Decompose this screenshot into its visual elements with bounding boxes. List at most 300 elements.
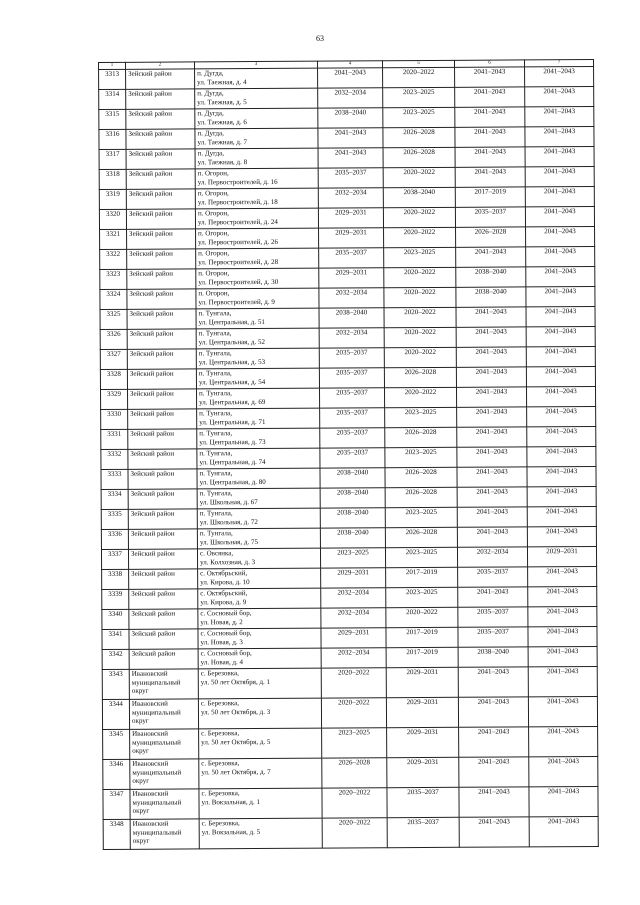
district-cell xyxy=(129,669,198,699)
district-name-line: Зейский район xyxy=(128,209,173,218)
period-cell xyxy=(320,528,385,548)
period-value: 2032–2034 xyxy=(335,328,368,337)
period-value: 2041–2043 xyxy=(546,527,578,536)
period-value: 2041–2043 xyxy=(477,727,510,736)
address-cell xyxy=(196,308,319,329)
district-name-line: Зейский район xyxy=(130,449,175,458)
period-value: 2041–2043 xyxy=(544,307,577,316)
address-street: ул. Центральная, д. 52 xyxy=(198,337,265,346)
period-value: 2041–2043 xyxy=(473,87,506,96)
period-value: 2041–2043 xyxy=(474,247,507,256)
district-name-line: Зейский район xyxy=(131,589,175,598)
period-cell xyxy=(319,388,384,408)
row-number: 3327 xyxy=(100,349,127,369)
address-cell xyxy=(195,168,318,189)
period-cell xyxy=(527,466,596,486)
period-cell xyxy=(529,816,598,846)
period-cell xyxy=(528,566,597,586)
district-cell xyxy=(126,129,195,149)
period-cell xyxy=(318,68,383,88)
period-value: 2038–2040 xyxy=(334,108,367,117)
district-name-line: Зейский район xyxy=(130,469,175,478)
district-cell xyxy=(128,549,197,569)
page-number: 63 xyxy=(316,34,324,43)
period-cell xyxy=(526,286,595,306)
period-cell xyxy=(320,468,385,488)
district-name-line: Зейский район xyxy=(128,109,173,118)
row-number: 3322 xyxy=(100,249,127,269)
period-cell xyxy=(456,247,526,267)
period-cell xyxy=(527,506,596,526)
period-cell xyxy=(459,727,529,757)
address-street: ул. Таежная, д. 8 xyxy=(197,157,248,166)
period-cell xyxy=(320,548,385,568)
table-row xyxy=(103,756,598,789)
period-cell xyxy=(455,87,525,107)
period-cell xyxy=(459,787,529,817)
address-cell xyxy=(196,288,319,309)
period-cell xyxy=(321,698,386,728)
row-number: 3329 xyxy=(101,389,128,409)
period-value: 2029–2031 xyxy=(406,697,439,707)
period-cell xyxy=(384,387,456,407)
period-value: 2032–2034 xyxy=(337,588,370,597)
period-value: 2032–2034 xyxy=(334,88,366,97)
table-row xyxy=(103,726,598,759)
period-cell xyxy=(457,527,527,547)
row-number: 3346 xyxy=(103,759,130,789)
period-value: 2041–2043 xyxy=(546,587,579,596)
district-name-line: Зейский район xyxy=(130,429,175,438)
address-cell xyxy=(195,68,318,89)
period-cell xyxy=(321,648,386,668)
period-cell xyxy=(385,507,457,527)
district-name-line: муниципальный xyxy=(132,828,182,837)
period-cell xyxy=(386,667,458,697)
district-cell xyxy=(126,169,195,189)
address-cell xyxy=(199,758,322,789)
period-value: 2020–2022 xyxy=(403,227,436,237)
district-cell xyxy=(127,269,196,289)
period-cell xyxy=(322,758,387,788)
address-locality: п. Тунгала, xyxy=(198,369,232,378)
period-cell xyxy=(319,268,384,288)
address-locality: с. Березовка, xyxy=(201,789,240,798)
period-value: 2041–2043 xyxy=(544,207,576,216)
row-number: 3345 xyxy=(103,729,130,759)
district-name-line: муниципальный xyxy=(132,738,181,747)
district-name-line: муниципальный xyxy=(132,768,182,777)
row-number: 3341 xyxy=(102,629,129,649)
district-name-line: муниципальный xyxy=(131,708,181,717)
period-value: 2020–2022 xyxy=(404,287,436,297)
period-cell xyxy=(527,526,596,546)
row-number: 3321 xyxy=(100,229,127,249)
address-locality: п. Огорон, xyxy=(198,269,230,278)
row-number: 3332 xyxy=(101,449,128,469)
period-cell xyxy=(384,307,456,327)
period-cell xyxy=(455,107,525,127)
period-cell xyxy=(319,328,384,348)
address-locality: п. Огорон, xyxy=(198,289,230,298)
address-cell xyxy=(195,128,318,149)
period-cell xyxy=(456,287,526,307)
period-cell xyxy=(322,818,387,848)
address-cell xyxy=(197,508,320,529)
column-number: 1 xyxy=(99,62,126,69)
period-cell xyxy=(528,606,597,626)
period-cell xyxy=(527,486,596,506)
period-value: 2023–2025 xyxy=(337,548,369,557)
district-name-line: Зейский район xyxy=(129,329,174,338)
district-cell xyxy=(128,389,197,409)
district-name-line: Зейский район xyxy=(131,609,176,618)
address-cell xyxy=(197,488,320,509)
district-cell xyxy=(128,409,197,429)
district-cell xyxy=(126,149,195,169)
period-cell xyxy=(387,727,459,757)
district-cell xyxy=(129,629,198,649)
district-cell xyxy=(129,609,198,629)
period-cell xyxy=(383,107,455,127)
period-cell xyxy=(385,547,457,567)
address-cell xyxy=(196,248,319,269)
period-value: 2035–2037 xyxy=(335,248,367,257)
period-value: 2041–2043 xyxy=(546,667,579,676)
period-value: 2035–2037 xyxy=(407,787,439,797)
period-value: 2041–2043 xyxy=(475,367,508,376)
period-value: 2032–2034 xyxy=(476,547,509,556)
address-cell xyxy=(196,328,319,349)
address-locality: с. Сосновый бор, xyxy=(200,629,252,638)
address-locality: с. Березовка, xyxy=(201,819,240,828)
address-cell xyxy=(198,698,321,729)
period-value: 2020–2022 xyxy=(406,607,438,617)
period-cell xyxy=(386,567,458,587)
period-value: 2026–2028 xyxy=(405,487,437,497)
address-street: ул. Колхозная, д. 3 xyxy=(200,557,256,566)
period-value: 2023–2025 xyxy=(404,407,437,417)
period-cell xyxy=(322,788,387,818)
period-cell xyxy=(528,666,597,696)
period-value: 2041–2043 xyxy=(478,817,510,826)
period-value: 2038–2040 xyxy=(336,508,369,517)
address-street: ул. Школьная, д. 75 xyxy=(199,537,258,546)
period-value: 2041–2043 xyxy=(545,347,577,356)
address-locality: с. Березовка, xyxy=(201,729,240,738)
period-cell xyxy=(384,287,456,307)
period-value: 2035–2037 xyxy=(476,567,509,576)
address-locality: с. Березовка, xyxy=(201,759,240,768)
period-value: 2032–2034 xyxy=(335,188,367,197)
period-value: 2035–2037 xyxy=(336,368,368,377)
period-cell xyxy=(318,108,383,128)
district-cell xyxy=(127,329,196,349)
period-value: 2035–2037 xyxy=(336,428,369,437)
period-value: 2041–2043 xyxy=(545,387,577,396)
period-value: 2020–2022 xyxy=(402,67,435,77)
table-row xyxy=(103,786,598,819)
period-cell xyxy=(318,128,383,148)
period-value: 2041–2043 xyxy=(544,187,576,196)
row-number: 3325 xyxy=(100,309,127,329)
period-value: 2041–2043 xyxy=(474,127,506,136)
address-locality: п. Тунгала, xyxy=(199,429,233,438)
address-cell xyxy=(197,468,320,489)
period-cell xyxy=(383,187,455,207)
address-cell xyxy=(198,668,321,699)
district-cell xyxy=(130,819,199,849)
period-cell xyxy=(525,166,594,186)
row-number: 3342 xyxy=(102,649,129,669)
district-name-line: округ xyxy=(132,716,149,725)
district-cell xyxy=(126,189,195,209)
period-cell xyxy=(384,327,456,347)
period-value: 2041–2043 xyxy=(334,68,366,77)
period-cell xyxy=(456,387,526,407)
address-cell xyxy=(196,388,319,409)
address-locality: п. Дугда, xyxy=(197,69,224,78)
period-cell xyxy=(321,588,386,608)
address-locality: п. Дугда, xyxy=(197,149,225,158)
period-cell xyxy=(455,67,525,87)
district-name-line: Зейский район xyxy=(129,309,174,318)
period-cell xyxy=(458,567,528,587)
address-cell xyxy=(198,628,321,649)
period-value: 2038–2040 xyxy=(475,267,507,276)
period-value: 2029–2031 xyxy=(407,757,439,767)
period-value: 2041–2043 xyxy=(547,787,580,796)
period-cell xyxy=(455,207,525,227)
district-cell xyxy=(128,509,197,529)
address-locality: п. Огорон, xyxy=(197,189,229,198)
period-value: 2026–2028 xyxy=(404,367,437,377)
district-name-line: Зейский район xyxy=(129,229,173,238)
period-cell xyxy=(526,246,595,266)
address-cell xyxy=(197,448,320,469)
address-street: ул. Школьная, д. 72 xyxy=(199,517,258,526)
period-cell xyxy=(527,546,596,566)
district-name-line: Зейский район xyxy=(128,129,173,138)
period-value: 2041–2043 xyxy=(475,387,508,396)
period-cell xyxy=(385,407,457,427)
period-cell xyxy=(528,626,597,646)
row-number: 3315 xyxy=(99,109,126,129)
district-name-line: Зейский район xyxy=(128,169,173,178)
district-cell xyxy=(129,569,198,589)
district-name-line: округ xyxy=(132,776,150,785)
address-street: ул. Первостроителей, д. 28 xyxy=(198,257,279,266)
district-name-line: Зейский район xyxy=(128,149,173,158)
period-value: 2038–2040 xyxy=(335,308,368,317)
period-value: 2041–2043 xyxy=(543,127,576,136)
row-number: 3320 xyxy=(99,209,126,229)
district-cell xyxy=(127,309,196,329)
period-value: 2032–2034 xyxy=(335,288,368,297)
period-value: 2041–2043 xyxy=(476,487,508,496)
row-number: 3344 xyxy=(102,699,129,729)
row-number: 3316 xyxy=(99,129,126,149)
period-cell xyxy=(529,786,598,816)
period-value: 2041–2043 xyxy=(546,627,579,636)
period-cell xyxy=(455,147,525,167)
address-street: ул. Первостроителей, д. 18 xyxy=(197,197,278,206)
period-cell xyxy=(386,607,458,627)
district-cell xyxy=(128,449,197,469)
district-cell xyxy=(127,229,196,249)
period-value: 2041–2043 xyxy=(476,447,508,456)
period-value: 2023–2025 xyxy=(402,87,435,97)
period-cell xyxy=(383,167,455,187)
address-cell xyxy=(199,818,322,849)
address-street: ул. 50 лет Октября, д. 1 xyxy=(200,677,271,686)
period-value: 2041–2043 xyxy=(544,267,577,276)
district-cell xyxy=(128,489,197,509)
row-number: 3339 xyxy=(102,589,129,609)
period-cell xyxy=(527,426,596,446)
district-name-line: Зейский район xyxy=(129,349,174,358)
period-value: 2020–2022 xyxy=(404,387,437,397)
period-cell xyxy=(528,586,597,606)
period-cell xyxy=(322,728,387,758)
address-locality: п. Тунгала, xyxy=(199,509,233,518)
district-cell xyxy=(127,369,196,389)
district-name-line: Зейский район xyxy=(130,389,174,398)
address-street: ул. 50 лет Октября, д. 3 xyxy=(200,707,271,716)
address-locality: с. Сосновый бор, xyxy=(200,649,252,658)
period-cell xyxy=(458,667,528,697)
period-value: 2035–2037 xyxy=(336,448,369,457)
address-street: ул. Центральная, д. 51 xyxy=(198,317,265,326)
period-cell xyxy=(455,167,525,187)
period-cell xyxy=(318,88,383,108)
period-cell xyxy=(525,186,594,206)
address-cell xyxy=(199,788,322,819)
period-value: 2041–2043 xyxy=(477,697,510,706)
period-value: 2023–2025 xyxy=(405,547,438,557)
period-value: 2029–2031 xyxy=(335,228,367,237)
row-number: 3314 xyxy=(99,89,126,109)
period-value: 2041–2043 xyxy=(334,128,367,137)
period-value: 2023–2025 xyxy=(403,107,435,117)
address-cell xyxy=(196,268,319,289)
address-locality: п. Дугда, xyxy=(197,89,224,98)
period-value: 2038–2040 xyxy=(337,528,369,537)
document-table-wrapper xyxy=(98,59,598,850)
address-street: ул. 50 лет Октября, д. 5 xyxy=(201,737,271,746)
row-number: 3337 xyxy=(101,549,128,569)
period-cell xyxy=(385,527,457,547)
address-street: ул. Центральная, д. 74 xyxy=(199,457,266,466)
period-cell xyxy=(383,207,455,227)
district-cell xyxy=(130,789,199,819)
row-number: 3343 xyxy=(102,669,129,699)
district-name-line: муниципальный xyxy=(131,678,181,687)
period-cell xyxy=(459,757,529,787)
address-locality: с. Березовка, xyxy=(200,699,240,708)
period-cell xyxy=(526,366,595,386)
period-value: 2029–2031 xyxy=(406,727,439,737)
period-value: 2041–2043 xyxy=(543,167,576,176)
column-number: 5 xyxy=(382,60,454,67)
period-value: 2041–2043 xyxy=(475,407,508,416)
period-cell xyxy=(458,627,528,647)
address-street: ул. Таежная, д. 4 xyxy=(197,77,247,86)
period-cell xyxy=(525,126,594,146)
address-street: ул. Центральная, д. 53 xyxy=(198,357,266,366)
address-street: ул. Вокзальная, д. 5 xyxy=(201,827,261,836)
period-cell xyxy=(526,386,595,406)
period-cell xyxy=(525,66,594,86)
address-street: ул. Первостроителей, д. 26 xyxy=(198,237,278,246)
period-value: 2035–2037 xyxy=(477,607,509,616)
period-value: 2041–2043 xyxy=(545,507,578,516)
district-name-line: Зейский район xyxy=(129,289,174,298)
address-locality: с. Березовка, xyxy=(200,669,239,678)
period-cell xyxy=(457,487,527,507)
address-cell xyxy=(198,568,321,589)
period-cell xyxy=(528,646,597,666)
district-name-line: округ xyxy=(132,746,149,755)
district-name-line: Зейский район xyxy=(128,69,172,78)
address-locality: п. Тунгала, xyxy=(199,489,233,498)
row-number: 3335 xyxy=(101,509,128,529)
address-street: ул. Новая, д. 3 xyxy=(200,637,243,646)
address-locality: с. Овсянка, xyxy=(199,549,234,558)
district-name-line: Зейский район xyxy=(129,249,173,258)
column-number: 7 xyxy=(524,59,593,66)
district-name-line: Зейский район xyxy=(130,549,175,558)
period-value: 2020–2022 xyxy=(403,167,435,177)
address-locality: п. Тунгала, xyxy=(199,529,233,538)
district-name-line: Ивановский xyxy=(132,729,169,738)
period-value: 2023–2025 xyxy=(405,587,438,597)
address-locality: п. Тунгала, xyxy=(199,469,233,478)
period-value: 2041–2043 xyxy=(547,697,579,706)
address-locality: п. Тунгала, xyxy=(198,329,232,338)
period-value: 2041–2043 xyxy=(476,507,509,516)
district-name-line: Зейский район xyxy=(130,509,175,518)
address-street: ул. Первостроителей, д. 16 xyxy=(197,177,278,186)
column-number: 4 xyxy=(317,61,382,68)
district-cell xyxy=(126,69,195,89)
row-number: 3317 xyxy=(99,149,126,169)
period-value: 2041–2043 xyxy=(545,407,577,416)
period-value: 2023–2025 xyxy=(405,447,437,457)
district-name-line: Зейский район xyxy=(130,489,175,498)
row-number: 3326 xyxy=(100,329,127,349)
period-cell xyxy=(456,347,526,367)
address-cell xyxy=(195,108,318,129)
period-cell xyxy=(385,427,457,447)
period-value: 2041–2043 xyxy=(543,147,576,156)
period-value: 2041–2043 xyxy=(476,527,509,536)
period-cell xyxy=(320,408,385,428)
period-value: 2026–2028 xyxy=(403,127,435,137)
row-number: 3334 xyxy=(101,489,128,509)
period-value: 2041–2043 xyxy=(544,287,577,296)
period-value: 2041–2043 xyxy=(544,227,576,236)
district-name-line: Зейский район xyxy=(129,269,174,278)
district-name-line: Ивановский xyxy=(132,789,169,798)
row-number: 3333 xyxy=(101,469,128,489)
period-cell xyxy=(529,756,598,786)
table-row xyxy=(103,816,598,849)
address-locality: п. Тунгала, xyxy=(198,349,232,358)
address-locality: п. Тунгала, xyxy=(198,309,232,318)
period-value: 2026–2028 xyxy=(405,467,437,477)
address-locality: п. Тунгала, xyxy=(199,389,232,398)
